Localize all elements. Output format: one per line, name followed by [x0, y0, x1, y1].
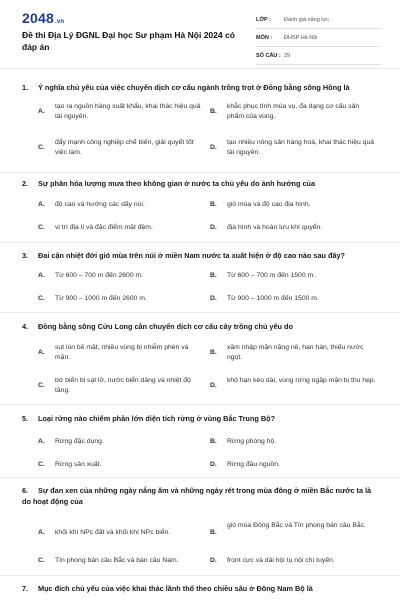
option-letter: A.	[38, 349, 45, 356]
question-text	[22, 583, 382, 594]
option-letter: B.	[210, 349, 217, 356]
question-text	[22, 82, 382, 93]
option-b[interactable]	[210, 102, 380, 126]
question-text	[22, 485, 382, 507]
question-number: 2.	[22, 179, 29, 188]
option-b[interactable]	[210, 521, 380, 545]
option-letter: A.	[38, 272, 45, 279]
question-3	[0, 242, 400, 312]
document-meta	[256, 14, 381, 68]
question-text	[22, 413, 382, 424]
question-number: 7.	[22, 584, 29, 593]
option-text: front cực và dải hội tụ nội chí tuyến.	[227, 557, 335, 564]
meta-value: Đánh giá năng lực	[284, 17, 329, 23]
option-letter: D.	[210, 144, 217, 151]
option-a[interactable]	[38, 437, 208, 449]
option-letter: B.	[210, 438, 217, 445]
option-text: gió mùa Đông Bắc và Tín phong bán cầu Bắc.	[227, 522, 366, 529]
option-c[interactable]	[38, 223, 208, 235]
meta-value: 29	[284, 53, 291, 59]
meta-label: LỚP :	[256, 17, 271, 23]
meta-label: MÔN :	[256, 35, 273, 41]
option-text: tạo ra nguồn hàng xuất khẩu, khai thác hiệu quả tài nguyên.	[55, 103, 201, 120]
document-title: Đề thi Địa Lý ĐGNL Đại học Sư phạm Hà Nội 2024 có đáp án	[22, 30, 235, 52]
question-body: Sự đan xen của những ngày nắng ấm và những ngày rét trong mùa đông ở miền Bắc nước ta là do hoạt động của	[22, 486, 372, 506]
option-b[interactable]	[210, 200, 380, 212]
option-text: bờ biển bị sạt lở, nước biển dâng và nhiệt độ tăng.	[55, 377, 191, 394]
question-body: Loại rừng nào chiếm phần lớn diện tích rừng ở vùng Bắc Trung Bộ?	[38, 414, 276, 423]
question-6	[0, 477, 400, 575]
option-letter: C.	[38, 382, 45, 389]
question-number: 5.	[22, 414, 29, 423]
option-text: Từ 900 – 1000 m đến 2600 m.	[55, 295, 147, 302]
option-text: gió mùa và độ cao địa hình.	[227, 201, 311, 208]
option-text: tạo nhiều nông sản hàng hoá, khai thác hiệu quả tài nguyên.	[227, 139, 375, 156]
question-4	[0, 312, 400, 404]
option-letter: B.	[210, 201, 217, 208]
option-letter: D.	[210, 224, 217, 231]
option-letter: B.	[210, 272, 217, 279]
option-b[interactable]	[210, 343, 380, 367]
option-text: sụt lún bề mặt, nhiều vùng bị nhiễm phèn và mặn.	[55, 344, 189, 361]
option-c[interactable]	[38, 294, 208, 306]
option-letter: C.	[38, 144, 45, 151]
option-text: Từ 600 – 700 m đến 2600 m.	[55, 272, 144, 279]
meta-row-subject	[256, 32, 381, 47]
option-text: Rừng phòng hộ.	[227, 438, 277, 445]
option-letter: A.	[38, 438, 45, 445]
question-5	[0, 404, 400, 474]
question-7	[0, 575, 400, 600]
option-d[interactable]	[210, 376, 380, 400]
meta-value: ĐHSP Hà Nội	[284, 35, 318, 41]
option-text: độ cao và hướng các dãy núi.	[55, 201, 145, 208]
option-text: địa hình và hoàn lưu khí quyển.	[227, 224, 323, 231]
question-body: Ý nghĩa chủ yếu của việc chuyển dịch cơ cấu ngành trồng trọt ở Đồng bằng sông Hồng là	[38, 83, 350, 92]
question-1	[0, 68, 400, 172]
question-body: Đai cận nhiệt đới gió mùa trên núi ở miền Nam nước ta xuất hiện ở độ cao nào sau đây?	[38, 251, 346, 260]
option-d[interactable]	[210, 556, 380, 568]
option-d[interactable]	[210, 223, 380, 235]
meta-row-count	[256, 50, 381, 65]
option-letter: A.	[38, 201, 45, 208]
option-d[interactable]	[210, 294, 380, 306]
page-header	[0, 0, 400, 62]
option-letter: A.	[38, 108, 45, 115]
option-letter: C.	[38, 224, 45, 231]
option-c[interactable]	[38, 138, 208, 162]
option-text: khắc phục tính mùa vụ, đa dạng cơ cấu sản phẩm của vùng.	[227, 103, 360, 120]
option-letter: A.	[38, 529, 45, 536]
site-logo[interactable]	[22, 10, 64, 26]
option-a[interactable]	[38, 343, 208, 367]
option-text: Rừng đầu nguồn.	[227, 461, 280, 468]
question-number: 1.	[22, 83, 29, 92]
option-letter: D.	[210, 461, 217, 468]
option-letter: D.	[210, 295, 217, 302]
question-body: Mục đích chủ yếu của việc khai thác lãnh thổ theo chiều sâu ở Đông Nam Bộ là	[38, 584, 313, 593]
option-text: xâm nhập mặn nặng nề, hạn hán, thiếu nước ngọt.	[227, 344, 364, 361]
option-text: khô hạn kéo dài, vùng rừng ngập mặn bị thu hẹp.	[227, 377, 376, 384]
question-body: Sự phân hóa lượng mưa theo không gian ở nước ta chủ yếu do ảnh hưởng của	[38, 179, 316, 188]
option-d[interactable]	[210, 460, 380, 472]
logo-main: 2048	[22, 10, 54, 26]
option-b[interactable]	[210, 437, 380, 449]
option-letter: D.	[210, 557, 217, 564]
option-a[interactable]	[38, 528, 208, 540]
option-c[interactable]	[38, 460, 208, 472]
meta-label: SỐ CÂU :	[256, 53, 281, 59]
option-letter: B.	[210, 529, 217, 536]
question-2	[0, 172, 400, 242]
question-text	[22, 321, 382, 332]
option-text: Từ 600 – 700 m đến 1500 m.	[227, 272, 316, 279]
option-letter: C.	[38, 461, 45, 468]
meta-row-class	[256, 14, 381, 29]
option-c[interactable]	[38, 376, 208, 400]
option-text: Rừng đặc dụng.	[55, 438, 104, 445]
question-number: 3.	[22, 251, 29, 260]
option-d[interactable]	[210, 138, 380, 162]
question-body: Đồng bằng sông Cửu Long cần chuyển dịch cơ cấu cây trồng chủ yếu do	[38, 322, 293, 331]
question-number: 4.	[22, 322, 29, 331]
option-c[interactable]	[38, 556, 208, 568]
question-text	[22, 250, 382, 261]
logo-suffix: .vn	[54, 19, 65, 25]
option-a[interactable]	[38, 271, 208, 283]
option-a[interactable]	[38, 102, 208, 126]
option-text: Tín phong bán cầu Bắc và bán cầu Nam.	[55, 557, 179, 564]
option-letter: B.	[210, 108, 217, 115]
option-text: Rừng sản xuất.	[55, 461, 102, 468]
question-number: 6.	[22, 486, 29, 495]
option-a[interactable]	[38, 200, 208, 212]
option-text: đẩy mạnh công nghiệp chế biến, giải quyết tốt việc làm.	[55, 139, 194, 156]
question-text	[22, 178, 382, 189]
option-letter: D.	[210, 382, 217, 389]
option-letter: C.	[38, 557, 45, 564]
option-letter: C.	[38, 295, 45, 302]
option-text: vị trí địa lí và đặc điểm mặt đệm.	[55, 224, 153, 231]
option-text: khối khí NPc đất và khối khí NPc biển.	[55, 529, 171, 536]
option-b[interactable]	[210, 271, 380, 283]
option-text: Từ 900 – 1000 m đến 1500 m.	[227, 295, 319, 302]
